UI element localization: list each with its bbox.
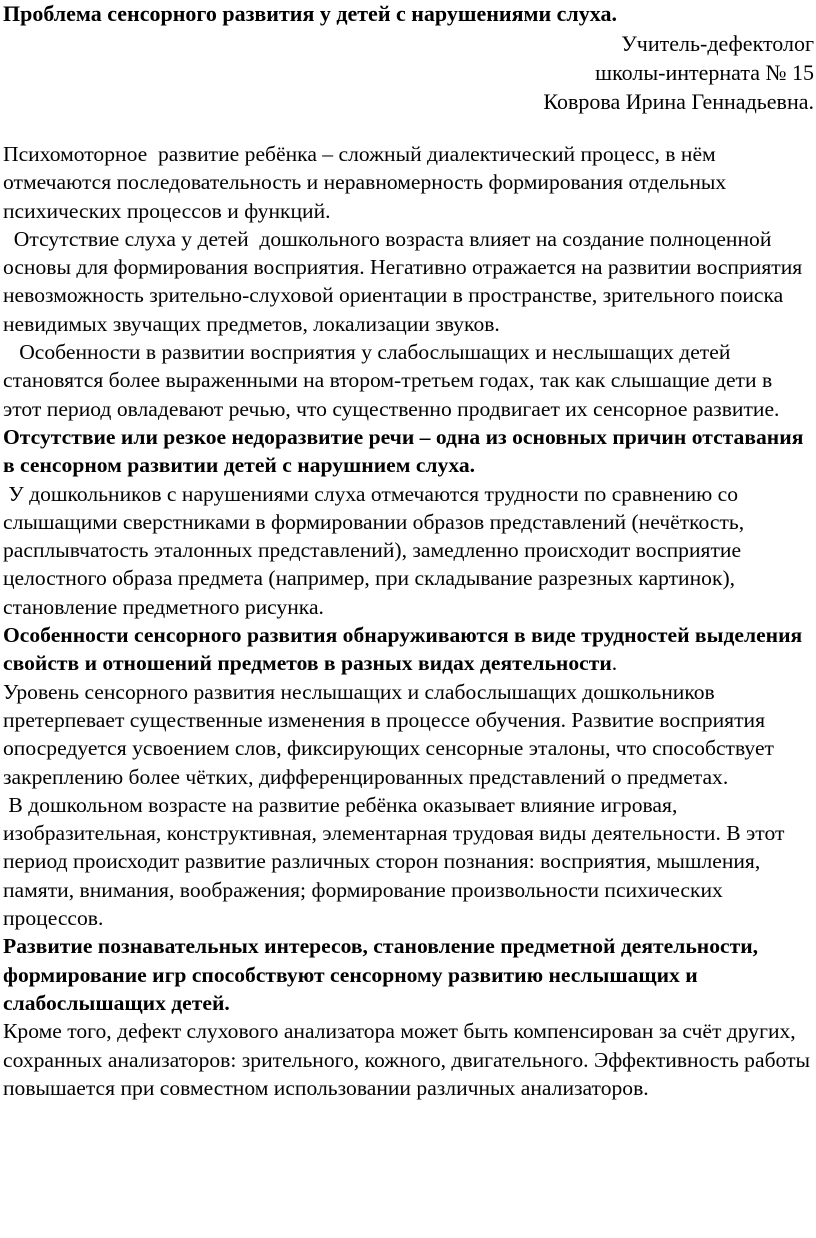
paragraph-9-bold: Развитие познавательных интересов, становление предметной деятельности, формирование игр способствуют сенсорному развитию неслышащих и слабослышащих детей.	[3, 934, 759, 1015]
paragraph-8: В дошкольном возрасте на развитие ребёнка оказывает влияние игровая, изобразительная, конструктивная, элементарная трудовая виды деятельности. В этот период происходит развитие различных сторон познания: восприятия, мышления, памяти, внимания, воображения; формирование произвольности психических процессов.	[3, 792, 790, 931]
author-name: Коврова Ирина Геннадьевна.	[543, 89, 814, 114]
paragraph-5: У дошкольников с нарушениями слуха отмечаются трудности по сравнению со слышащими сверстниками в формировании образов представлений (нечёткость, расплывчатость эталонных представлений), замедленно происходит восприятие целостного образа предмета (например, при складывание разрезных картинок), становление предметного рисунка.	[3, 481, 750, 619]
paragraph-6-tail: .	[611, 651, 618, 676]
document-title: Проблема сенсорного развития у детей с нарушениями слуха.	[3, 1, 617, 26]
document-body	[3, 140, 814, 1102]
paragraph-1: Психомоторное развитие ребёнка – сложный диалектический процесс, в нём отмечаются последовательность и неравномерность формирования отдельных психических процессов и функций.	[3, 142, 732, 223]
paragraph-2: Отсутствие слуха у детей дошкольного возраста влияет на создание полноценной основы для формирования восприятия. Негативно отражается на развитии восприятия невозможность зрительно-слуховой ориентации в пространстве, зрительного поиска невидимых звучащих предметов, локализации звуков.	[3, 226, 808, 336]
author-school: школы-интерната № 15	[595, 60, 814, 85]
author-position: Учитель-дефектолог	[621, 31, 814, 56]
paragraph-4-bold: Отсутствие или резкое недоразвитие речи – одна из основных причин отставания в сенсорном развитии детей с нарушнием слуха.	[3, 424, 804, 478]
author-block	[3, 29, 814, 116]
paragraph-10: Кроме того, дефект слухового анализатора может быть компенсирован за счёт других, сохранных анализаторов: зрительного, кожного, двигательного. Эффективность работы повышается при совместном использовании различных анализаторов.	[3, 1019, 811, 1100]
paragraph-6-bold: Особенности сенсорного развития обнаруживаются в виде трудностей выделения свойств и отношений предметов в разных видах деятельности	[3, 623, 803, 676]
paragraph-7: Уровень сенсорного развития неслышащих и слабослышащих дошкольников претерпевает существенные изменения в процессе обучения. Развитие восприятия опосредуется усвоением слов, фиксирующих сенсорные эталоны, что способствует закреплению более чётких, дифференцированных представлений о предметах.	[3, 679, 774, 789]
paragraph-3: Особенности в развитии восприятия у слабослышащих и неслышащих детей становятся более выраженными на втором-третьем годах, так как слышащие дети в этот период овладевают речью, что существенно продвигает их сенсорное развитие.	[3, 340, 780, 421]
paragraph-6	[3, 621, 814, 678]
